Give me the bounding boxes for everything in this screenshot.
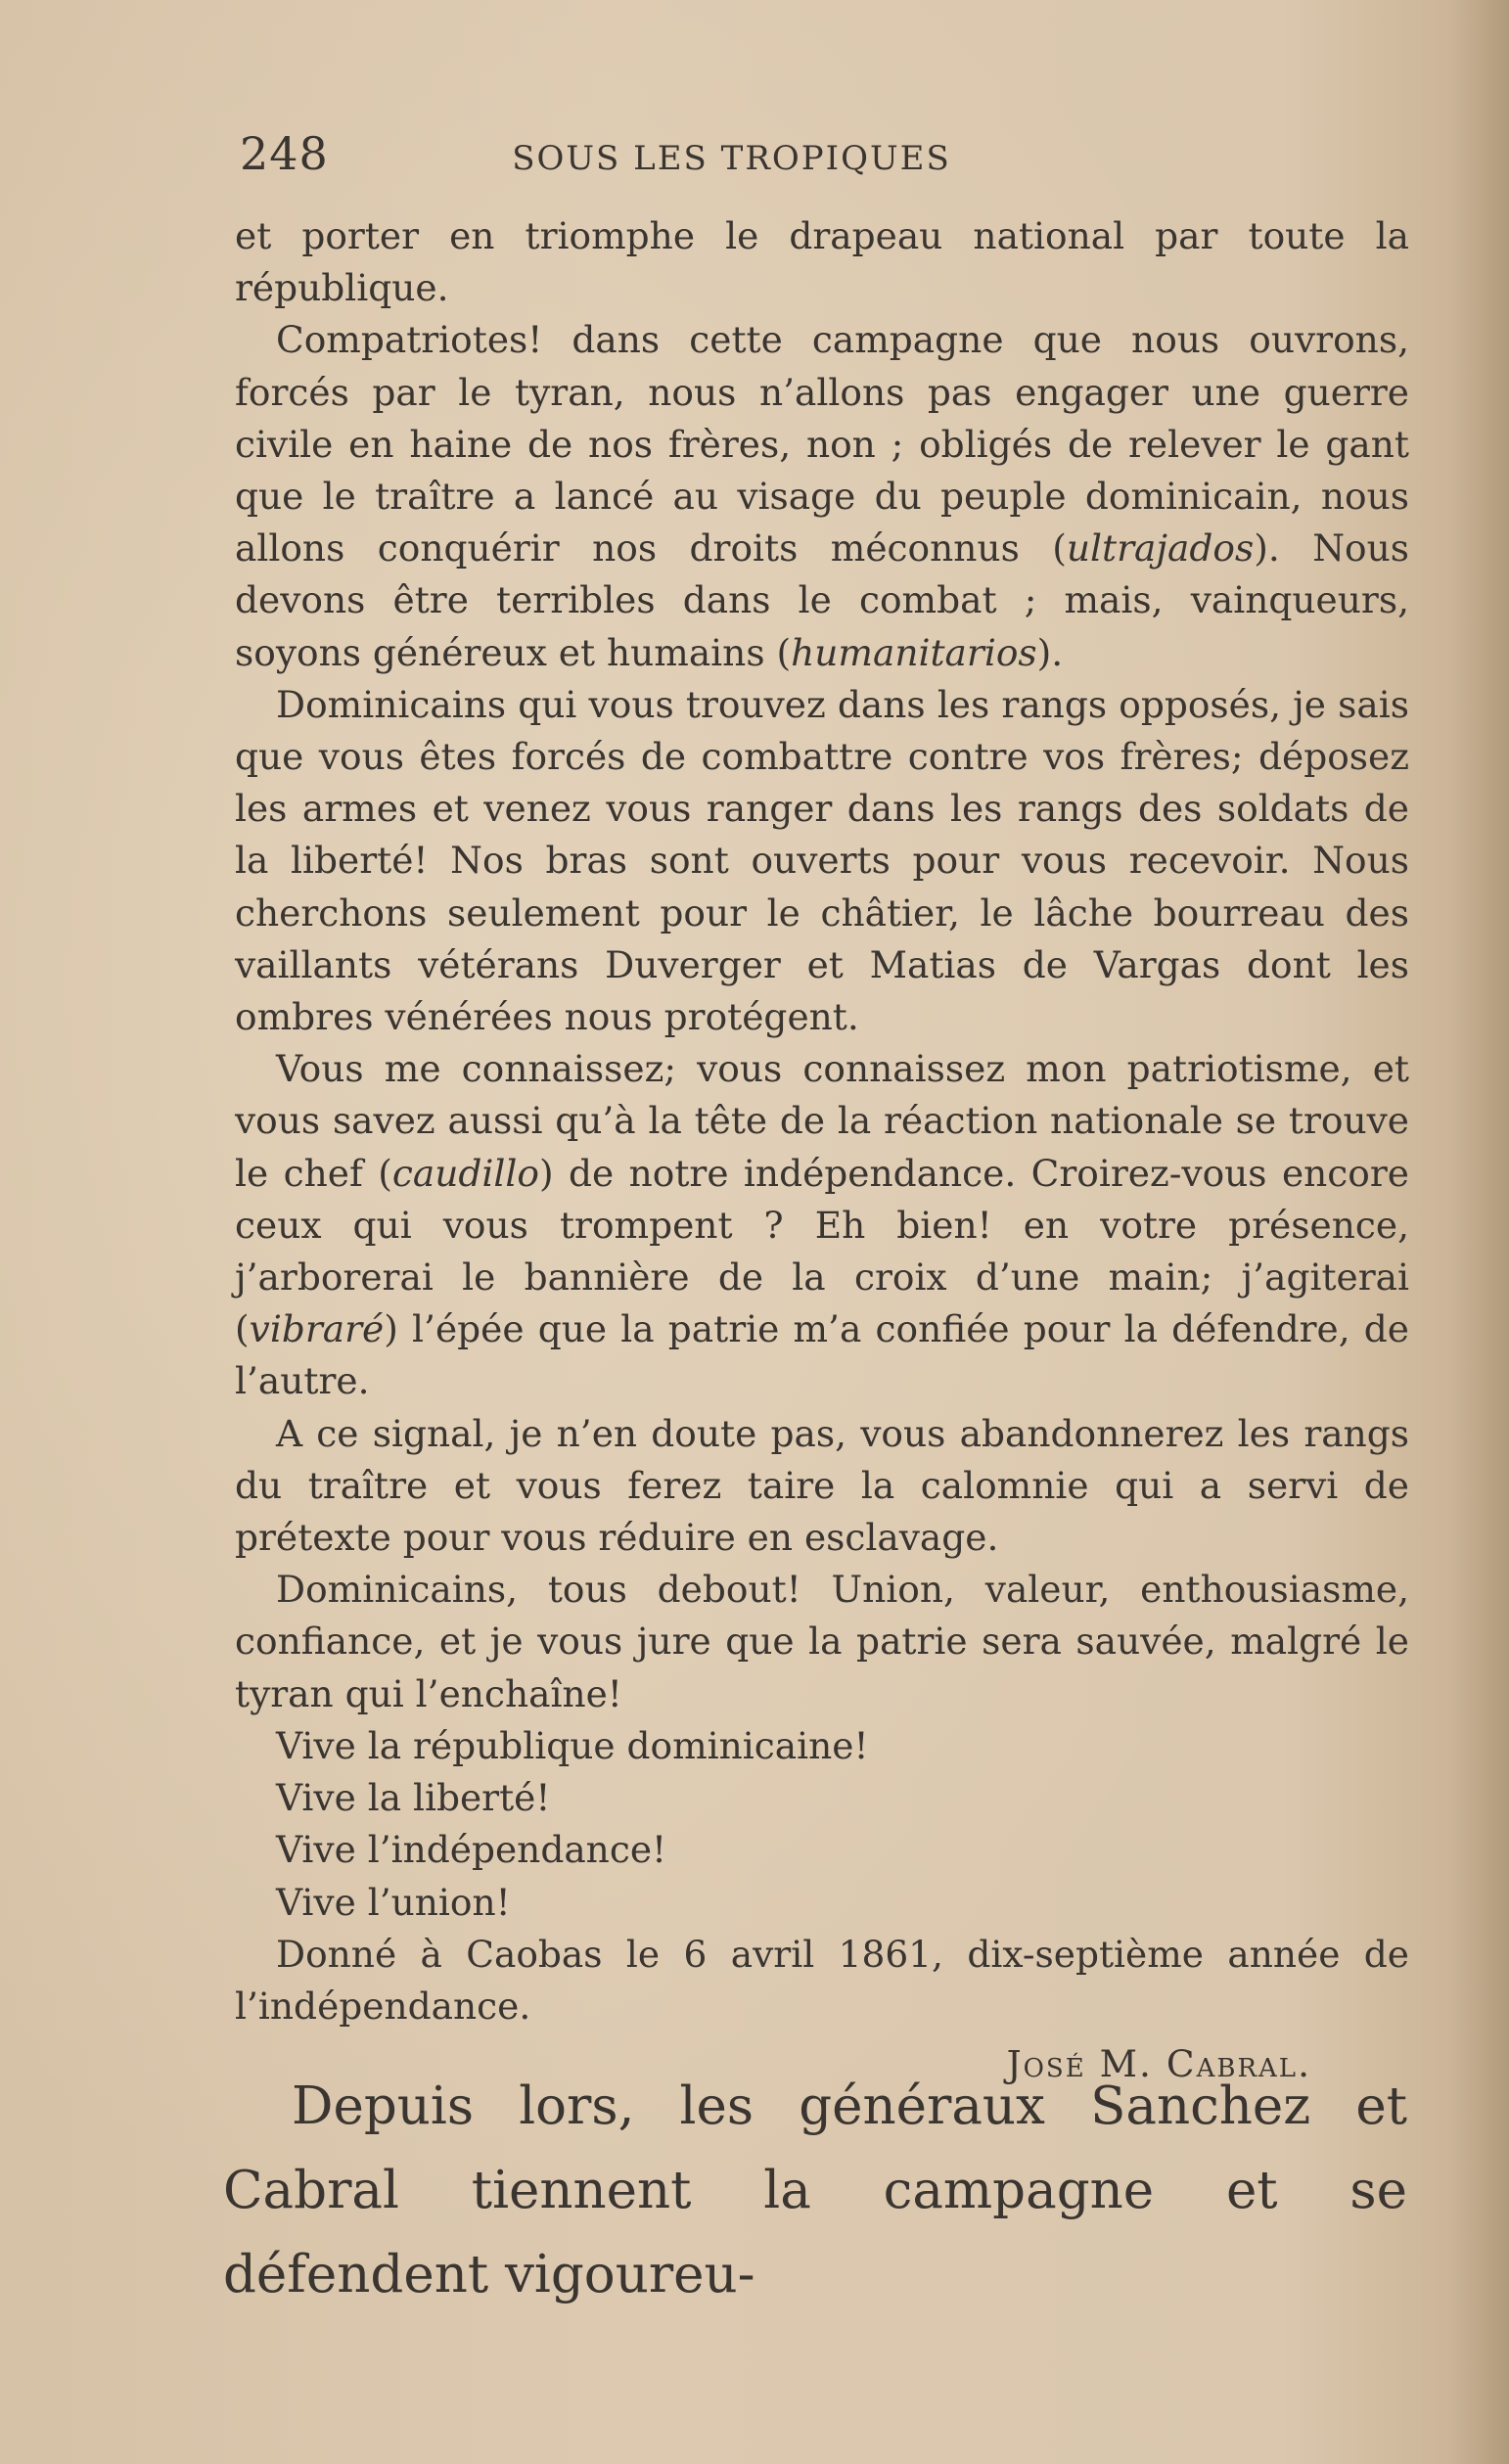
italic-term-humanitarios: humanitarios [791, 630, 1037, 674]
paragraph-dominicains-opposes: Dominicains qui vous trouvez dans les rangs opposés, je sais que vous êtes forcés de combattre contre vos frères; déposez les armes et venez vous ranger dans les rangs des soldats de la liberté! Nos bras sont ouverts pour vous recevoir. Nous cherchons seulement pour le châtier, le lâche bourreau des vaillants vétérans Duverger et Matias de Vargas dont les ombres vénérées nous protégent. [235, 682, 1409, 1039]
paragraph-continuation: et porter en triomphe le drapeau national par toute la république. [235, 214, 1409, 310]
body-text [235, 210, 1409, 2090]
running-head: SOUS LES TROPIQUES [512, 139, 951, 178]
page-edge-shadow [1450, 0, 1509, 2464]
date-line: Donné à Caobas le 6 avril 1861, dix-septième année de l’indépendance. [235, 1932, 1409, 2028]
text-span: ). [1036, 630, 1064, 674]
paragraph-debout: Dominicains, tous debout! Union, valeur, enthousiasme, confiance, et je vous jure que la patrie sera sauvée, malgré le tyran qui l’enchaîne! [235, 1568, 1409, 1715]
text-span: ) de notre indépendance. Croirez-vous encore ceux qui vous trompent ? Eh bien! en votre présence, j’arborerai le bannière de la croix d’une main; j’agiterai ( [235, 1151, 1409, 1351]
text-span: Vous me connaissez; vous connaissez mon patriotisme, et vous savez aussi qu’à la tête de la réaction nationale se trouve le chef ( [235, 1047, 1409, 1195]
text-span: ). Nous devons être terribles dans le combat ; mais, vainqueurs, soyons généreux et humains ( [235, 526, 1409, 674]
paragraph-signal: A ce signal, je n’en doute pas, vous abandonnerez les rangs du traître et vous ferez taire la calomnie qui a servi de prétexte pour vous réduire en esclavage. [235, 1411, 1409, 1560]
exclamation-liberte: Vive la liberté! [276, 1776, 551, 1820]
italic-term-ultrajados: ultrajados [1066, 526, 1255, 570]
exclamation-independance: Vive l’indépendance! [276, 1828, 667, 1872]
italic-term-vibrare: vibraré [249, 1307, 385, 1351]
page-number: 248 [240, 127, 329, 180]
paragraph-patriotisme [235, 1043, 1409, 1407]
exclamation-union: Vive l’union! [276, 1880, 511, 1924]
text-span: Compatriotes! dans cette campagne que nous ouvrons, forcés par le tyran, nous n’allons pas engager une guerre civile en haine de nos frères, non ; obligés de relever le gant que le traître a lancé au visage du peuple dominicain, nous allons conquérir nos droits méconnus ( [235, 318, 1409, 570]
text-span: ) l’épée que la patrie m’a confiée pour la défendre, de l’autre. [235, 1307, 1409, 1403]
signature: José M. Cabral. [1006, 2042, 1311, 2086]
paragraph-compatriotes [235, 314, 1409, 678]
page-header [240, 127, 1414, 186]
exclamation-republique: Vive la république dominicaine! [276, 1723, 869, 1767]
closing-text [223, 2065, 1407, 2317]
closing-paragraph: Depuis lors, les généraux Sanchez et Cabral tiennent la campagne et se défendent vigoureu- [223, 2076, 1407, 2304]
italic-term-caudillo: caudillo [391, 1151, 539, 1195]
